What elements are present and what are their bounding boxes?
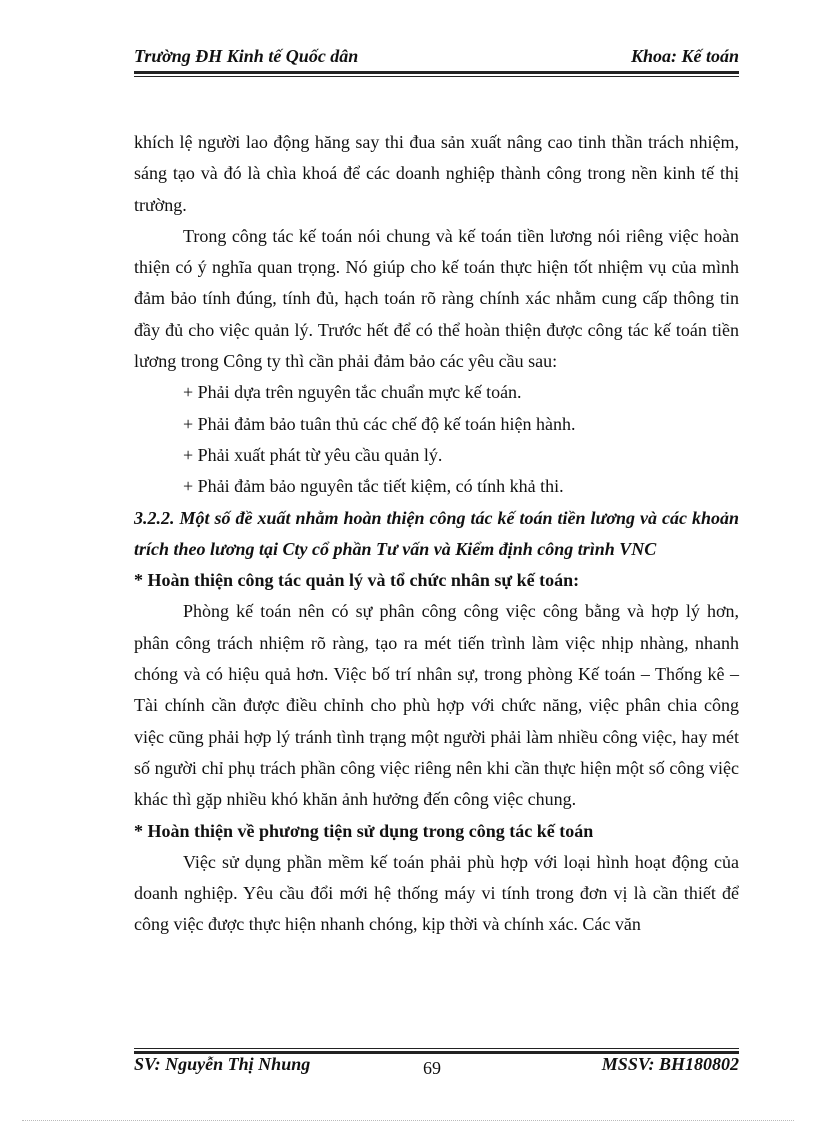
list-item: + Phải xuất phát từ yêu cầu quản lý. xyxy=(183,444,443,465)
heading-staff-organization: * Hoàn thiện công tác quản lý và tổ chức nhân sự kế toán: xyxy=(134,570,580,591)
header-divider xyxy=(134,71,739,77)
header-school: Trường ĐH Kinh tế Quốc dân xyxy=(134,46,359,66)
footer-student-name: SV: Nguyễn Thị Nhung xyxy=(134,1054,311,1074)
section-heading: 3.2.2. Một số đề xuất nhằm hoàn thiện công tác kế toán tiền lương và các khoản trích theo lương tại Cty cổ phần Tư vấn và Kiểm định công trình VNC xyxy=(134,507,739,559)
page-number: 69 xyxy=(423,1058,441,1078)
page-footer xyxy=(134,1054,739,1084)
footer-student-id: MSSV: BH180802 xyxy=(601,1054,739,1074)
list-item: + Phải đảm bảo nguyên tắc tiết kiệm, có tính khả thi. xyxy=(183,476,564,497)
header-faculty: Khoa: Kế toán xyxy=(630,46,739,66)
paragraph-staff-organization: Phòng kế toán nên có sự phân công công việc công bằng và hợp lý hơn, phân công trách nhiệm rõ ràng, tạo ra mét tiến trình làm việc nhịp nhàng, nhanh chóng và có hiệu quả hơn. Việc bố trí nhân sự, trong phòng Kế toán – Thống kê – Tài chính cần được điều chỉnh cho phù hợp với chức năng, việc phân chia công việc cũng phải hợp lý tránh tình trạng một người phải làm nhiều công việc, hay mét số người chỉ phụ trách phần công việc riêng nên khi cần thực hiện một số công việc khác thì gặp nhiều khó khăn ảnh hưởng đến công việc chung. xyxy=(134,601,739,810)
document-body xyxy=(134,127,739,941)
paragraph-equipment: Việc sử dụng phần mềm kế toán phải phù hợp với loại hình hoạt động của doanh nghiệp. Yêu cầu đổi mới hệ thống máy vi tính trong đơn vị là cần thiết để công việc được thực hiện nhanh chóng, kịp thời và chính xác. Các văn xyxy=(134,851,739,935)
paragraph-continuation: khích lệ người lao động hăng say thi đua sản xuất nâng cao tinh thần trách nhiệm, sáng tạo và đó là chìa khoá để các doanh nghiệp thành công trong nền kinh tế thị trường. xyxy=(134,132,739,215)
paragraph-requirements-intro: Trong công tác kế toán nói chung và kế toán tiền lương nói riêng việc hoàn thiện có ý nghĩa quan trọng. Nó giúp cho kế toán thực hiện tốt nhiệm vụ của mình đảm bảo tính đúng, tính đủ, hạch toán rõ ràng chính xác nhằm cung cấp thông tin đầy đủ cho việc quản lý. Trước hết để có thể hoàn thiện được công tác kế toán tiền lương trong Công ty thì cần phải đảm bảo các yêu cầu sau: xyxy=(134,225,739,372)
page-bottom-edge xyxy=(22,1120,794,1121)
list-item: + Phải đảm bảo tuân thủ các chế độ kế toán hiện hành. xyxy=(183,413,576,434)
list-item: + Phải dựa trên nguyên tắc chuẩn mực kế toán. xyxy=(183,382,522,403)
heading-equipment: * Hoàn thiện về phương tiện sử dụng trong công tác kế toán xyxy=(134,820,594,841)
